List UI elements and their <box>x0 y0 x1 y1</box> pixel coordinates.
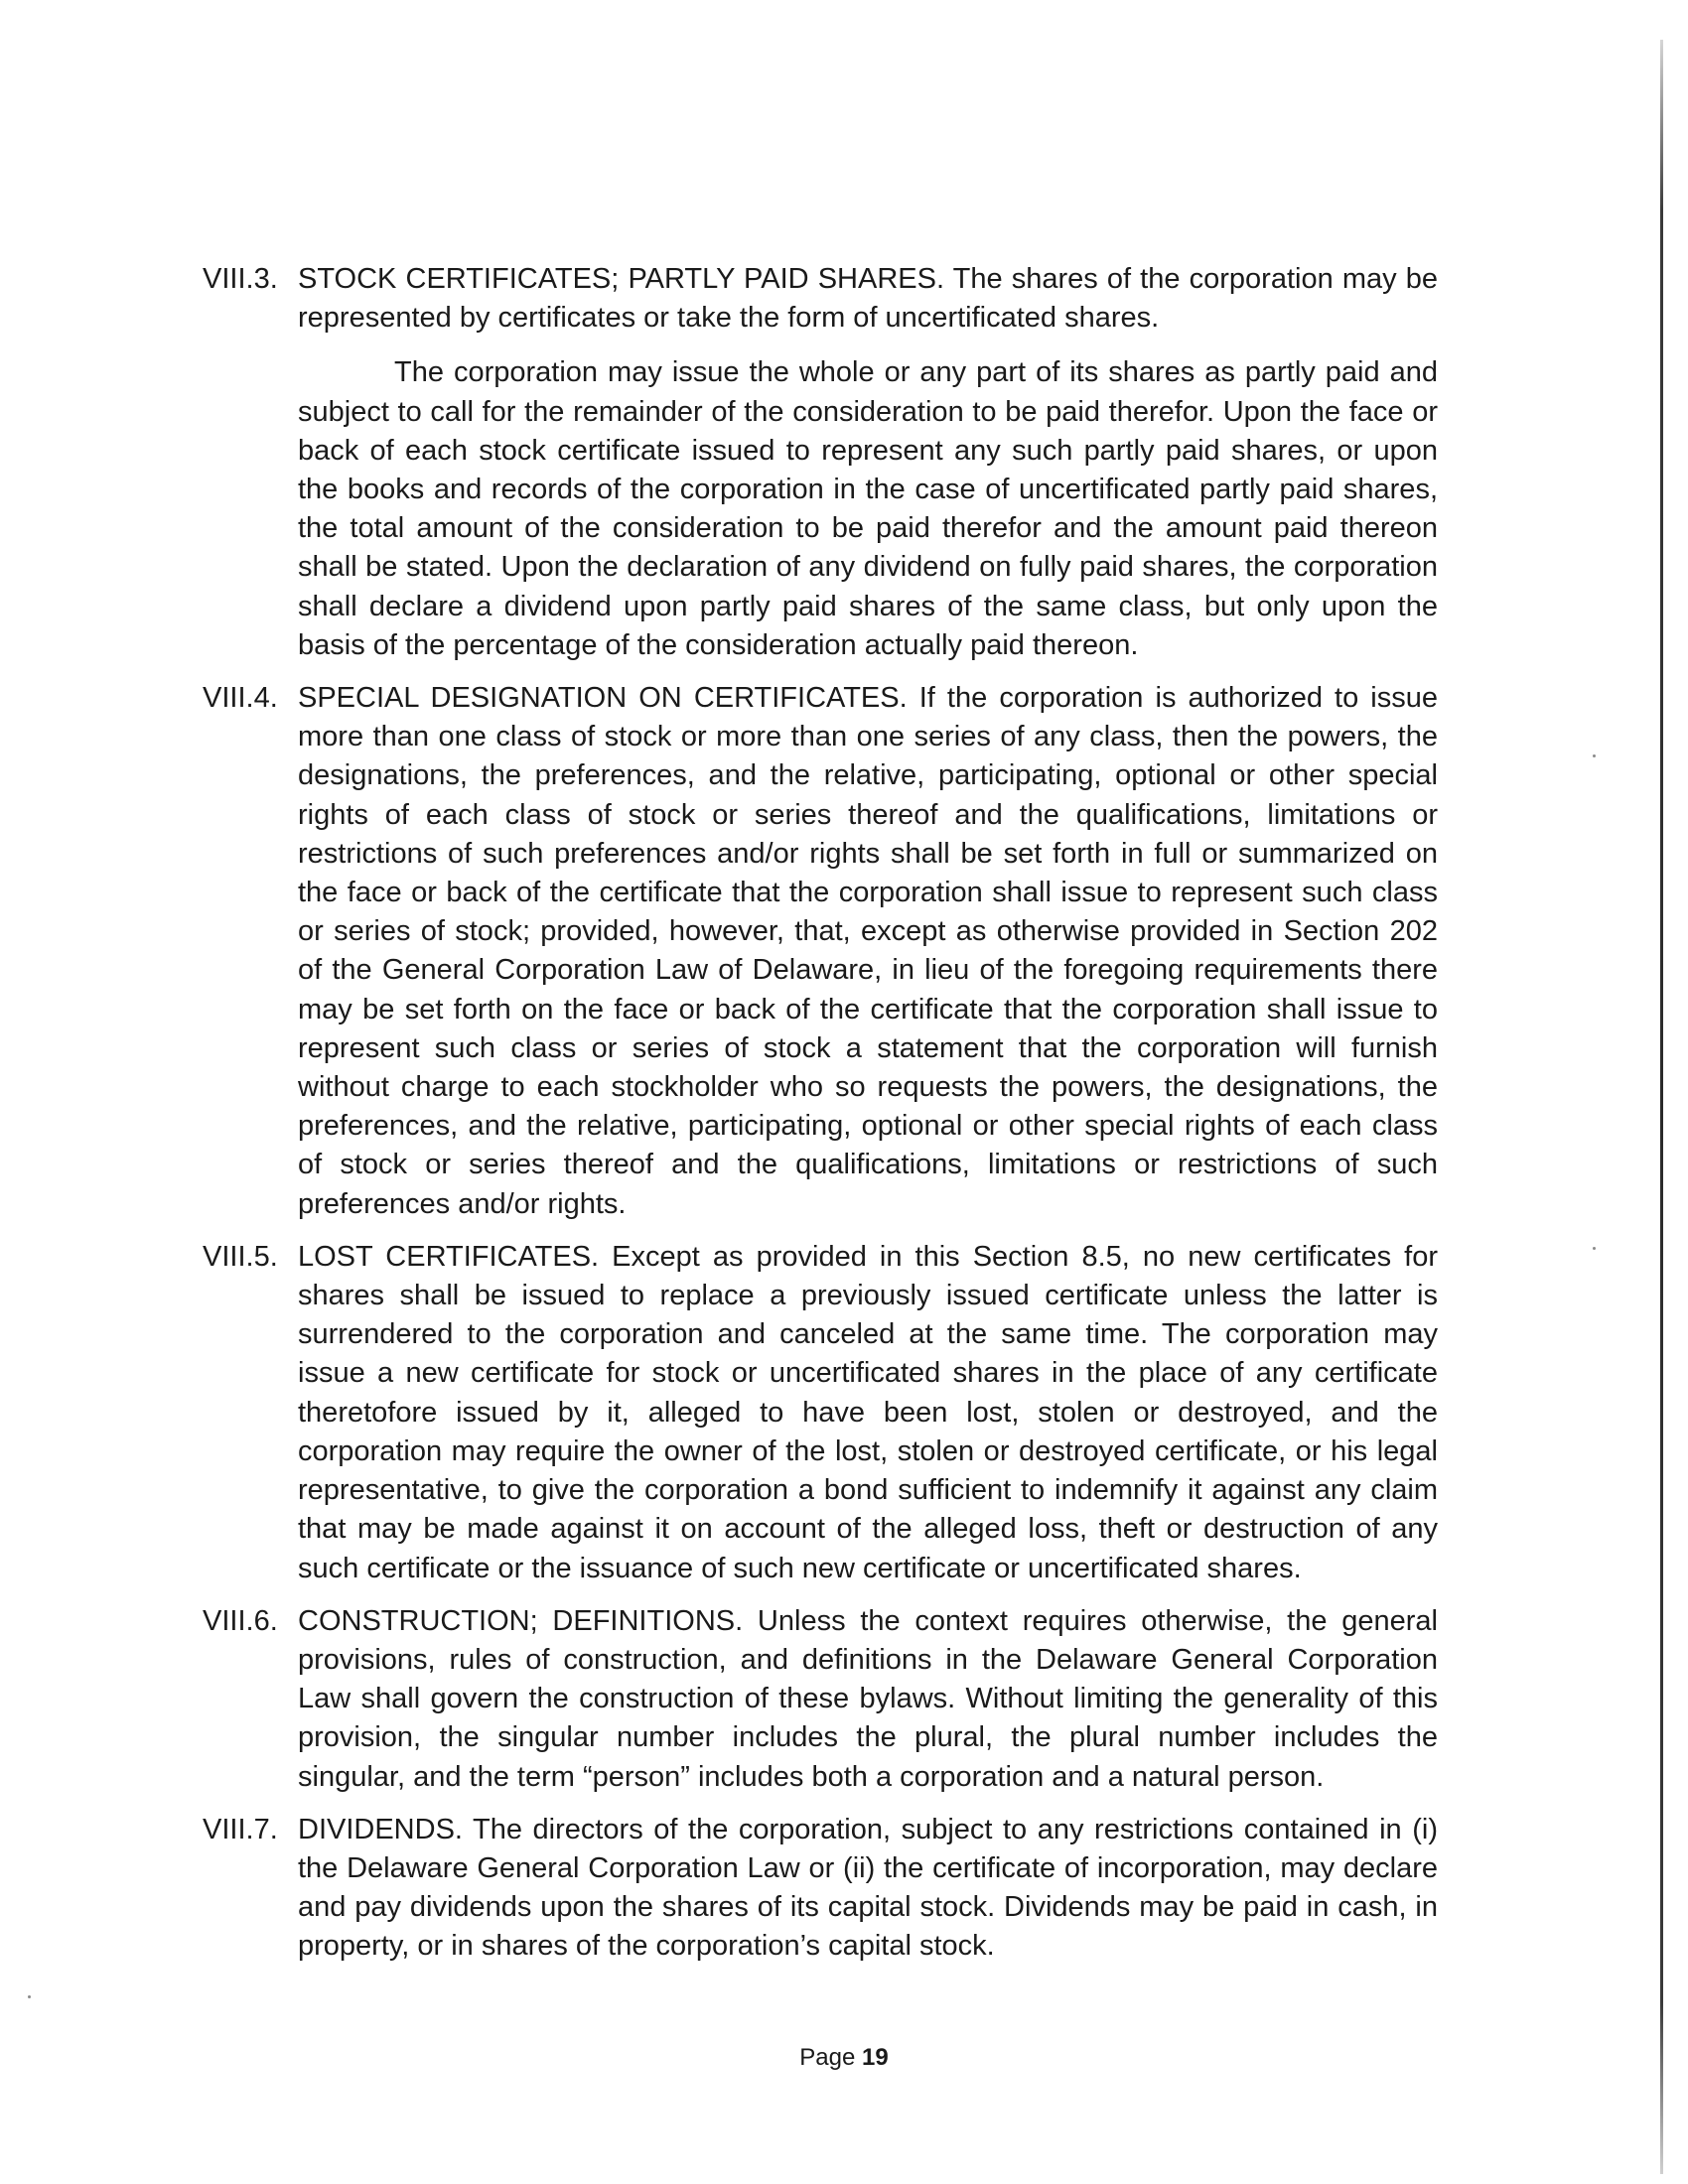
section-viii-3 <box>203 260 1438 665</box>
scan-speck <box>28 1995 31 1998</box>
section-body <box>298 1238 1438 1588</box>
section-number: VIII.3. <box>203 263 278 295</box>
page-label: Page <box>799 2044 856 2071</box>
section-paragraph: The corporation may issue the whole or any part of its shares as partly paid and subject to call for the remainder of the consideration to be paid therefor. Upon the face or back of each stock certificate issued to represent any such partly paid shares, or upon the books and records of the corporation in the case of uncertificated partly paid shares, the total amount of the consideration to be paid therefor and the amount paid thereon shall be stated. Upon the declaration of any dividend on fully paid shares, the corporation shall declare a dividend upon partly paid shares of the same class, but only upon the basis of the percentage of the consideration actually paid thereon. <box>298 356 1438 661</box>
section-viii-5 <box>203 1238 1438 1588</box>
document-body <box>203 260 1438 1980</box>
section-paragraph: STOCK CERTIFICATES; PARTLY PAID SHARES. The shares of the corporation may be represented by certificates or take the form of uncertificated shares. <box>298 263 1438 335</box>
section-body <box>298 1811 1438 1967</box>
section-number: VIII.7. <box>203 1813 278 1845</box>
scan-speck <box>1593 754 1596 757</box>
scan-speck <box>1593 1247 1596 1250</box>
section-paragraph: CONSTRUCTION; DEFINITIONS. Unless the context requires otherwise, the general provisions, rules of construction, and definitions in the Delaware General Corporation Law shall govern the construction of these bylaws. Without limiting the generality of this provision, the singular number includes the plural, the plural number includes the singular, and the term “person” includes both a corporation and a natural person. <box>298 1604 1438 1793</box>
section-viii-7 <box>203 1811 1438 1967</box>
section-body <box>298 260 1438 665</box>
page-footer <box>0 2043 1688 2073</box>
section-paragraph: DIVIDENDS. The directors of the corporation, subject to any restrictions contained in (i) the Delaware General Corporation Law or (ii) the certificate of incorporation, may declare and pay dividends upon the shares of its capital stock. Dividends may be paid in cash, in property, or in shares of the corporation’s capital stock. <box>298 1813 1438 1963</box>
section-number: VIII.4. <box>203 682 278 715</box>
section-viii-6 <box>203 1602 1438 1797</box>
section-number: VIII.6. <box>203 1604 278 1637</box>
section-number: VIII.5. <box>203 1240 278 1273</box>
section-body <box>298 679 1438 1224</box>
section-paragraph: LOST CERTIFICATES. Except as provided in this Section 8.5, no new certificates for shares shall be issued to replace a previously issued certificate unless the latter is surrendered to the corporation and canceled at the same time. The corporation may issue a new certificate for stock or uncertificated shares in the place of any certificate theretofore issued by it, alleged to have been lost, stolen or destroyed, and the corporation may require the owner of the lost, stolen or destroyed certificate, or his legal representative, to give the corporation a bond sufficient to indemnify it against any claim that may be made against it on account of the alleged loss, theft or destruction of any such certificate or the issuance of such new certificate or uncertificated shares. <box>298 1240 1438 1584</box>
section-body <box>298 1602 1438 1797</box>
section-paragraph: SPECIAL DESIGNATION ON CERTIFICATES. If the corporation is authorized to issue more than one class of stock or more than one series of any class, then the powers, the designations, the preferences, and the relative, participating, optional or other special rights of each class of stock or series thereof and the qualifications, limitations or restrictions of such preferences and/or rights shall be set forth in full or summarized on the face or back of the certificate that the corporation shall issue to represent such class or series of stock; provided, however, that, except as otherwise provided in Section 202 of the General Corporation Law of Delaware, in lieu of the foregoing requirements there may be set forth on the face or back of the certificate that the corporation shall issue to represent such class or series of stock a statement that the corporation will furnish without charge to each stockholder who so requests the powers, the designations, the preferences, and the relative, participating, optional or other special rights of each class of stock or series thereof and the qualifications, limitations or restrictions of such preferences and/or rights. <box>298 682 1438 1220</box>
section-viii-4 <box>203 679 1438 1224</box>
scanned-page-edge <box>1660 40 1663 2174</box>
page-number: 19 <box>862 2044 889 2071</box>
